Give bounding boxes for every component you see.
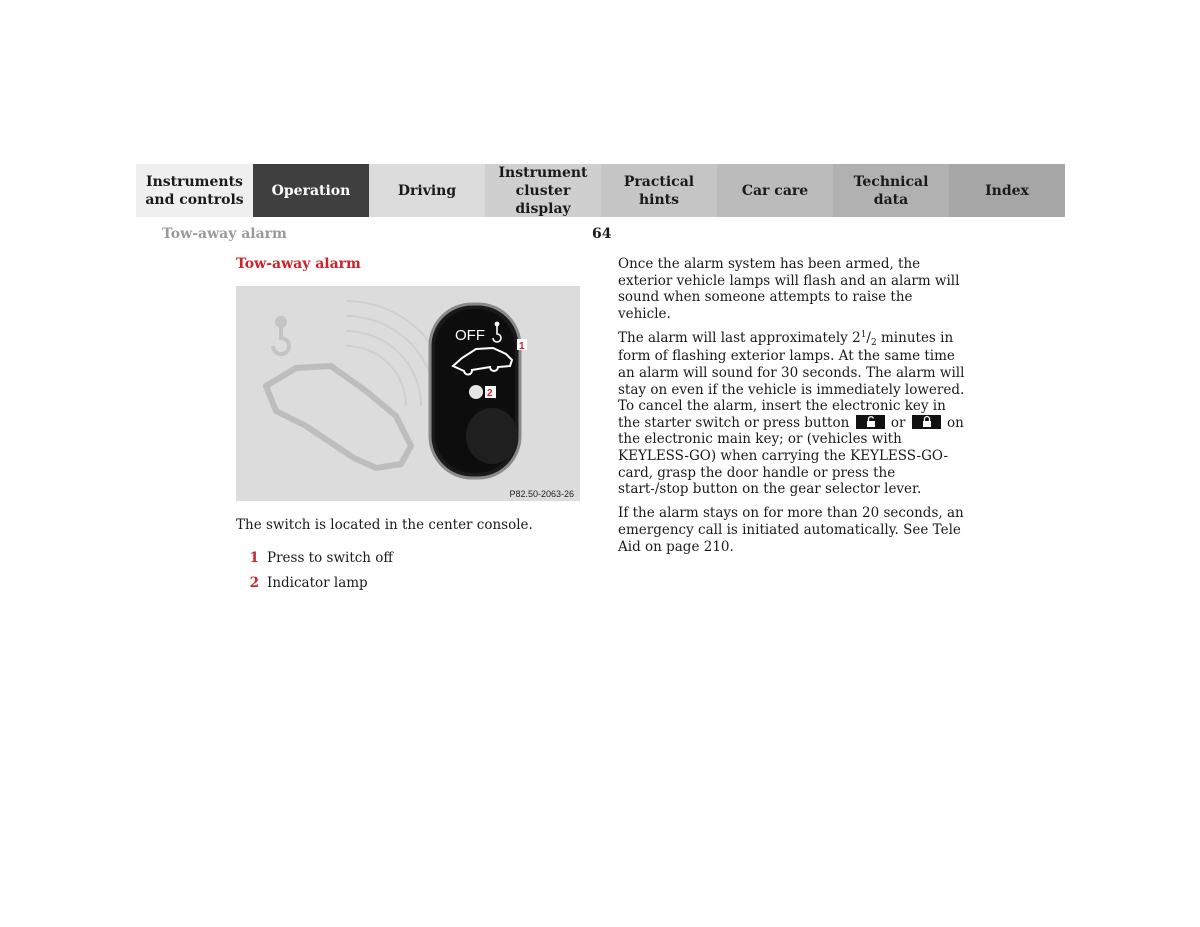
tab-operation[interactable] bbox=[253, 164, 369, 217]
text-run: on the electronic main key; or (vehicles with KEYLESS-GO) when carrying the KEYLESS-GO-card, grasp the door handle or press the start-/stop button on the gear selector lever. bbox=[618, 414, 964, 498]
off-label: OFF bbox=[455, 327, 485, 344]
tab-technical-data[interactable] bbox=[833, 164, 949, 217]
tab-label: Car care bbox=[741, 182, 809, 199]
tow-away-switch-illustration bbox=[236, 286, 580, 501]
switch-location-text: The switch is located in the center console. bbox=[236, 517, 533, 533]
figure-code: P82.50-2063-26 bbox=[509, 489, 574, 499]
indicator-lamp bbox=[469, 385, 483, 399]
paragraph-emergency-call: If the alarm stays on for more than 20 seconds, an emergency call is initiated automatically. See Tele Aid on page 210. bbox=[618, 505, 964, 555]
fraction-denominator: 2 bbox=[870, 337, 877, 348]
tab-car-care[interactable] bbox=[717, 164, 833, 217]
legend-number: 1 bbox=[249, 550, 259, 566]
paragraph-armed: Once the alarm system has been armed, the exterior vehicle lamps will flash and an alarm will sound when someone attempts to raise the vehicle. bbox=[618, 256, 960, 322]
legend-list bbox=[236, 550, 586, 600]
section-title: Tow-away alarm bbox=[236, 256, 361, 272]
tab-label: Driving bbox=[397, 182, 457, 199]
page-number: 64 bbox=[592, 226, 612, 242]
tab-index[interactable] bbox=[949, 164, 1065, 217]
tab-label: Instruments and controls bbox=[145, 173, 244, 208]
callout-2: 2 bbox=[487, 388, 493, 399]
tab-label: Index bbox=[985, 182, 1029, 199]
switch-drawing bbox=[236, 286, 580, 501]
tab-label: Practical hints bbox=[623, 173, 695, 208]
lock-icon bbox=[912, 415, 941, 429]
legend-text: Indicator lamp bbox=[267, 575, 368, 591]
tab-label: Instrument cluster display bbox=[498, 164, 588, 217]
list-item bbox=[236, 550, 586, 575]
text-run: or bbox=[886, 414, 910, 431]
paragraph-alarm-duration bbox=[618, 330, 968, 498]
tab-practical-hints[interactable] bbox=[601, 164, 717, 217]
list-item bbox=[236, 575, 586, 600]
legend-text: Press to switch off bbox=[267, 550, 394, 566]
legend-number: 2 bbox=[249, 575, 259, 591]
text-run: minutes in form of flashing exterior lamps. At the same time an alarm will sound for 30 seconds. The alarm will stay on even if the vehicle is immediately lowered. To cancel the alarm, insert the electronic key in the starter switch or press button bbox=[618, 329, 965, 431]
running-head: Tow-away alarm bbox=[162, 226, 287, 242]
tab-driving[interactable] bbox=[369, 164, 485, 217]
tab-label: Technical data bbox=[853, 173, 929, 208]
faded-hook-icon bbox=[273, 318, 289, 354]
faded-car-icon bbox=[266, 366, 411, 468]
tab-instrument-cluster-display[interactable] bbox=[485, 164, 601, 217]
fraction-numerator: 1 bbox=[860, 329, 867, 340]
text-run: The alarm will last approximately 2 bbox=[618, 329, 861, 346]
chapter-tab-bar bbox=[136, 164, 1065, 217]
fraction-slash: / bbox=[866, 329, 871, 346]
tab-instruments-and-controls[interactable] bbox=[136, 164, 253, 217]
callout-1: 1 bbox=[519, 341, 525, 352]
tab-label: Operation bbox=[271, 182, 351, 199]
unlock-icon bbox=[856, 415, 885, 429]
body-text-column bbox=[618, 256, 968, 563]
